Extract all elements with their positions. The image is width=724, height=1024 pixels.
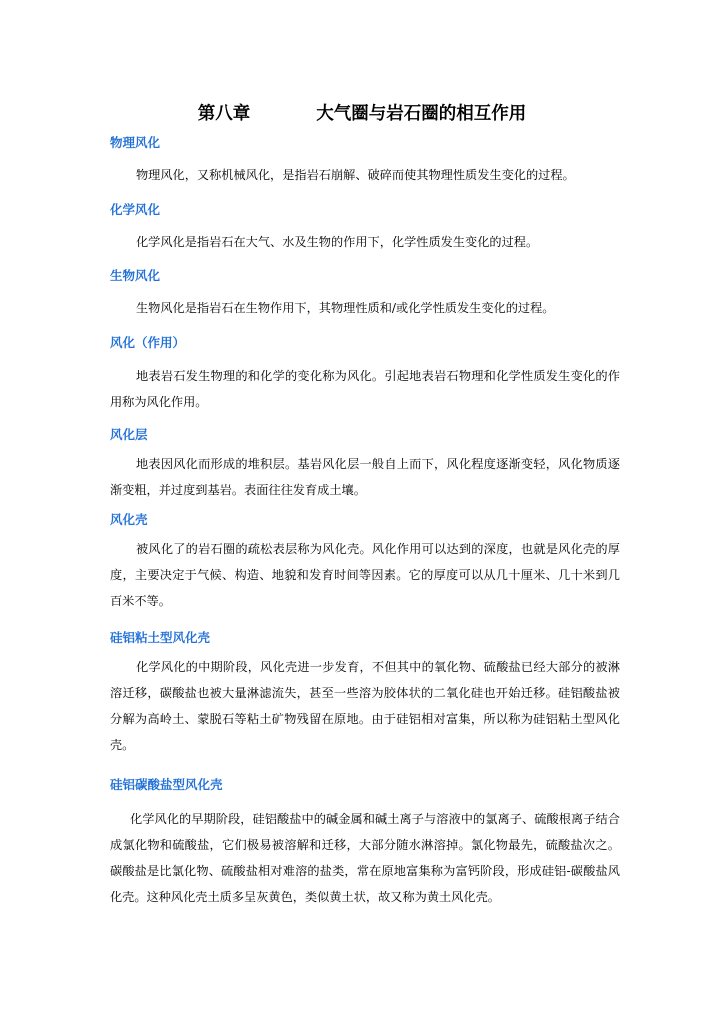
section-term: 硅铝粘土型风化壳 xyxy=(110,630,211,645)
section-term: 物理风化 xyxy=(110,135,161,150)
chapter-label: 第八章 xyxy=(197,104,251,124)
section-text: 被风化了的岩石圈的疏松表层称为风化壳。风化作用可以达到的深度，也就是风化壳的厚度，主要决定于气候、构造、地貌和发育时间等因素。它的厚度可以从几十厘米、几十米到几百米不等。 xyxy=(110,542,620,608)
section-text: 化学风化的中期阶段，风化壳进一步发育，不但其中的氧化物、硫酸盐已经大部分的被淋溶迁移，碳酸盐也被大量淋滤流失，甚至一些溶为胶体状的二氧化硅也开始迁移。硅铝酸盐被分解为高岭土、蒙脱石等粘土矿物残留在原地。由于硅铝相对富集，所以称为硅铝粘土型风化壳。 xyxy=(110,660,620,752)
section-term: 化学风化 xyxy=(110,202,161,217)
section-term: 硅铝碳酸盐型风化壳 xyxy=(110,777,223,792)
section-term: 风化壳 xyxy=(110,512,148,527)
section-text: 物理风化，又称机械风化，是指岩石崩解、破碎而使其物理性质发生变化的过程。 xyxy=(136,168,575,182)
section-text: 地表因风化而形成的堆积层。基岩风化层一般自上而下，风化程度逐渐变轻，风化物质逐渐变粗，并过度到基岩。表面往往发育成土壤。 xyxy=(110,457,620,497)
chapter-title: 大气圈与岩石圈的相互作用 xyxy=(316,104,527,124)
page-title xyxy=(0,101,724,127)
section-term: 生物风化 xyxy=(110,268,161,283)
section-text: 生物风化是指岩石在生物作用下，其物理性质和/或化学性质发生变化的过程。 xyxy=(136,301,555,315)
section-term: 风化层 xyxy=(110,427,148,442)
section-text: 化学风化的早期阶段，硅铝酸盐中的碱金属和碱土离子与溶液中的氯离子、硫酸根离子结合成氯化物和硫酸盐，它们极易被溶解和迁移，大部分随水淋溶掉。氯化物最先，硫酸盐次之。碳酸盐是比氯化物、硫酸盐相对难溶的盐类，常在原地富集称为富钙阶段，形成硅铝-碳酸盐风化壳。这种风化壳土质多呈灰黄色，类似黄土状，故又称为黄土风化壳。 xyxy=(110,812,620,904)
section-term: 风化（作用） xyxy=(110,335,186,350)
section-text: 地表岩石发生物理的和化学的变化称为风化。引起地表岩石物理和化学性质发生变化的作用称为风化作用。 xyxy=(110,369,620,409)
section-text: 化学风化是指岩石在大气、水及生物的作用下，化学性质发生变化的过程。 xyxy=(136,235,539,249)
